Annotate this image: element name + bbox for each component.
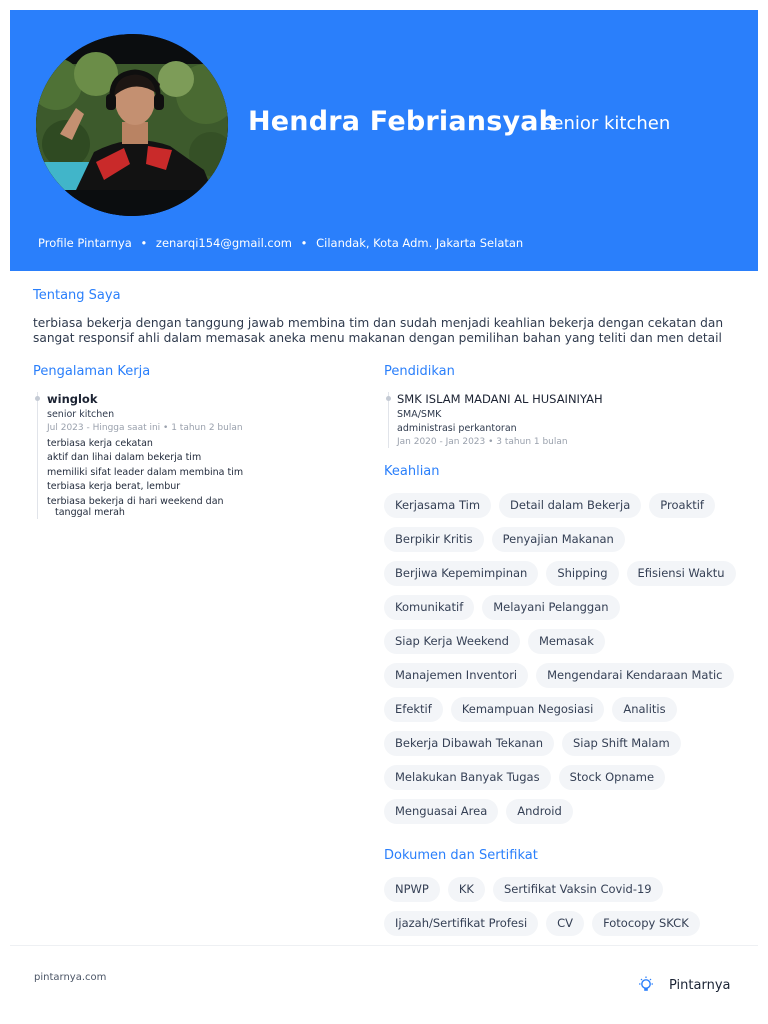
brand-logo xyxy=(636,975,730,995)
chip-row xyxy=(384,697,756,731)
lightbulb-icon xyxy=(636,975,656,995)
school-name: SMK ISLAM MADANI AL HUSAINIYAH xyxy=(397,392,603,406)
document-chip: Fotocopy SKCK xyxy=(592,911,700,936)
documents-list xyxy=(384,877,756,945)
duty-item: memiliki sifat leader dalam membina tim xyxy=(47,466,244,478)
chip-row xyxy=(384,663,756,697)
chip-row xyxy=(384,527,756,561)
duty-line-continued: tanggal merah xyxy=(55,506,125,518)
skill-chip: Kerjasama Tim xyxy=(384,493,491,518)
skill-chip: Siap Kerja Weekend xyxy=(384,629,520,654)
contact-line xyxy=(38,236,523,250)
education-period: Jan 2020 - Jan 2023 • 3 tahun 1 bulan xyxy=(397,437,568,447)
profile-photo xyxy=(36,34,228,216)
candidate-name: Hendra Febriansyah xyxy=(248,106,559,137)
skill-chip: Memasak xyxy=(528,629,605,654)
profile-source: Profile Pintarnya xyxy=(38,236,132,250)
skill-chip: Siap Shift Malam xyxy=(562,731,681,756)
skill-chip: Melakukan Banyak Tugas xyxy=(384,765,551,790)
company-name: winglok xyxy=(47,392,98,406)
skill-chip: Analitis xyxy=(612,697,676,722)
job-role: senior kitchen xyxy=(47,409,115,420)
duty-item xyxy=(47,496,347,518)
candidate-job-title: senior kitchen xyxy=(543,113,671,134)
chip-row xyxy=(384,493,756,527)
job-period: Jul 2023 - Hingga saat ini • 1 tahun 2 bulan xyxy=(47,423,243,433)
document-chip: NPWP xyxy=(384,877,440,902)
about-title: Tentang Saya xyxy=(33,288,121,303)
chip-row xyxy=(384,877,756,911)
skill-chip: Berjiwa Kepemimpinan xyxy=(384,561,538,586)
skill-chip: Shipping xyxy=(546,561,618,586)
documents-title: Dokumen dan Sertifikat xyxy=(384,848,538,863)
education-title: Pendidikan xyxy=(384,364,455,379)
duty-item: aktif dan lihai dalam bekerja tim xyxy=(47,452,202,464)
document-chip: CV xyxy=(546,911,584,936)
skill-chip: Berpikir Kritis xyxy=(384,527,484,552)
skill-chip: Android xyxy=(506,799,572,824)
skill-chip: Bekerja Dibawah Tekanan xyxy=(384,731,554,756)
skill-chip: Penyajian Makanan xyxy=(492,527,625,552)
about-text: terbiasa bekerja dengan tanggung jawab membina tim dan sudah menjadi keahlian bekerja dengan cekatan dan sangat responsif ahli dalam memasak aneka menu makanan dengan pemilihan bahan yang teliti dan men detail xyxy=(33,316,724,345)
timeline-dot xyxy=(386,396,391,401)
skill-chip: Mengendarai Kendaraan Matic xyxy=(536,663,733,688)
location-text: Cilandak, Kota Adm. Jakarta Selatan xyxy=(316,236,524,250)
skill-chip: Efektif xyxy=(384,697,443,722)
footer-url[interactable]: pintarnya.com xyxy=(34,972,107,983)
separator: • xyxy=(140,236,148,250)
email-link[interactable]: zenarqi154@gmail.com xyxy=(155,236,292,250)
duty-item: terbiasa kerja berat, lembur xyxy=(47,481,181,493)
education-item xyxy=(388,392,748,448)
chip-row xyxy=(384,561,756,595)
duty-line: terbiasa bekerja di hari weekend dan xyxy=(47,495,224,507)
separator: • xyxy=(300,236,308,250)
skill-chip: Kemampuan Negosiasi xyxy=(451,697,605,722)
brand-name: Pintarnya xyxy=(669,977,731,993)
chip-row xyxy=(384,629,756,663)
person-photo-illustration xyxy=(36,34,228,216)
document-chip: Ijazah/Sertifikat Profesi xyxy=(384,911,538,936)
skill-chip: Efisiensi Waktu xyxy=(627,561,736,586)
skill-chip: Proaktif xyxy=(649,493,715,518)
experience-title: Pengalaman Kerja xyxy=(33,364,151,379)
chip-row xyxy=(384,731,756,765)
timeline-dot xyxy=(35,396,40,401)
skills-title: Keahlian xyxy=(384,464,440,479)
profile-header xyxy=(10,10,758,271)
chip-row xyxy=(384,911,756,945)
document-chip: Sertifikat Vaksin Covid-19 xyxy=(493,877,663,902)
skill-chip: Melayani Pelanggan xyxy=(482,595,619,620)
duty-item: terbiasa kerja cekatan xyxy=(47,438,153,449)
document-chip: KK xyxy=(448,877,485,902)
skill-chip: Komunikatif xyxy=(384,595,474,620)
skill-chip: Menguasai Area xyxy=(384,799,498,824)
education-level: SMA/SMK xyxy=(397,409,442,420)
skill-chip: Stock Opname xyxy=(559,765,665,790)
skill-chip: Detail dalam Bekerja xyxy=(499,493,641,518)
chip-row xyxy=(384,799,756,833)
chip-row xyxy=(384,765,756,799)
education-major: administrasi perkantoran xyxy=(397,423,517,434)
chip-row xyxy=(384,595,756,629)
skill-chip: Manajemen Inventori xyxy=(384,663,528,688)
skills-list xyxy=(384,493,756,833)
experience-item xyxy=(37,392,347,519)
footer-divider xyxy=(10,945,758,946)
